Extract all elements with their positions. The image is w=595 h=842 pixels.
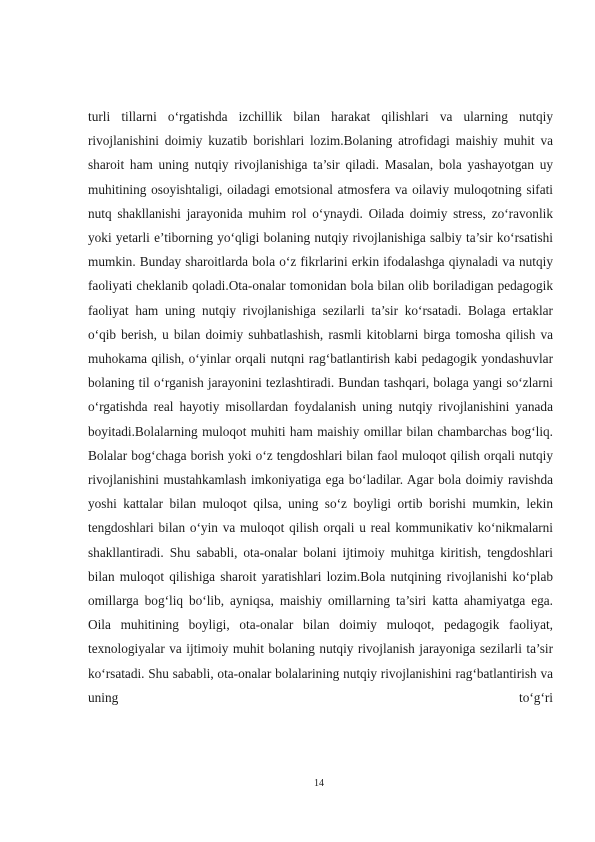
page-number: 14 [314, 778, 324, 789]
body-paragraph: turli tillarni o‘rgatishda izchillik bilan harakat qilishlari va ularning nutqiy rivojlanishini doimiy kuzatib borishlari lozim.Bolaning atrofidagi maishiy muhit va sharoit ham uning nutqiy rivojlanishiga ta’sir qiladi. Masalan, bola yashayotgan uy muhitining osoyishtaligi, oiladagi emotsional atmosfera va oilaviy muloqotning sifati nutq shakllanishi jarayonida muhim rol o‘ynaydi. Oilada doimiy stress, zo‘ravonlik yoki yetarli e’tiborning yo‘qligi bolaning nutqiy rivojlanishiga salbiy ta’sir ko‘rsatishi mumkin. Bunday sharoitlarda bola o‘z fikrlarini erkin ifodalashga qiynaladi va nutqiy faoliyati cheklanib qoladi.Ota-onalar tomonidan bola bilan olib boriladigan pedagogik faoliyat ham uning nutqiy rivojlanishiga sezilarli ta’sir ko‘rsatadi. Bolaga ertaklar o‘qib berish, u bilan doimiy suhbatlashish, rasmli kitoblarni birga tomosha qilish va muhokama qilish, o‘yinlar orqali nutqni rag‘batlantirish kabi pedagogik yondashuvlar bolaning til o‘rganish jarayonini tezlashtiradi. Bundan tashqari, bolaga yangi so‘zlarni o‘rgatishda real hayotiy misollardan foydalanish uning nutqiy rivojlanishini yanada boyitadi.Bolalarning muloqot muhiti ham maishiy omillar bilan chambarchas bog‘liq. Bolalar bog‘chaga borish yoki o‘z tengdoshlari bilan faol muloqot qilish orqali nutqiy rivojlanishini mustahkamlash imkoniyatiga ega bo‘ladilar. Agar bola doimiy ravishda yoshi kattalar bilan muloqot qilsa, uning so‘z boyligi ortib borishi mumkin, lekin tengdoshlari bilan o‘yin va muloqot qilish orqali u real kommunikativ ko‘nikmalarni shakllantiradi. Shu sababli, ota-onalar bolani ijtimoiy muhitga kiritish, tengdoshlari bilan muloqot qilishiga sharoit yaratishlari lozim.Bola nutqining rivojlanishi ko‘plab omillarga bog‘liq bo‘lib, ayniqsa, maishiy omillarning ta’siri katta ahamiyatga ega. Oila muhitining boyligi, ota-onalar bilan doimiy muloqot, pedagogik faoliyat, texnologiyalar va ijtimoiy muhit bolaning nutqiy rivojlanish jarayoniga sezilarli ta’sir ko‘rsatadi. Shu sababli, ota-onalar bolalarining nutqiy rivojlanishini rag‘batlantirish va uning to‘g‘ri [88, 109, 553, 705]
